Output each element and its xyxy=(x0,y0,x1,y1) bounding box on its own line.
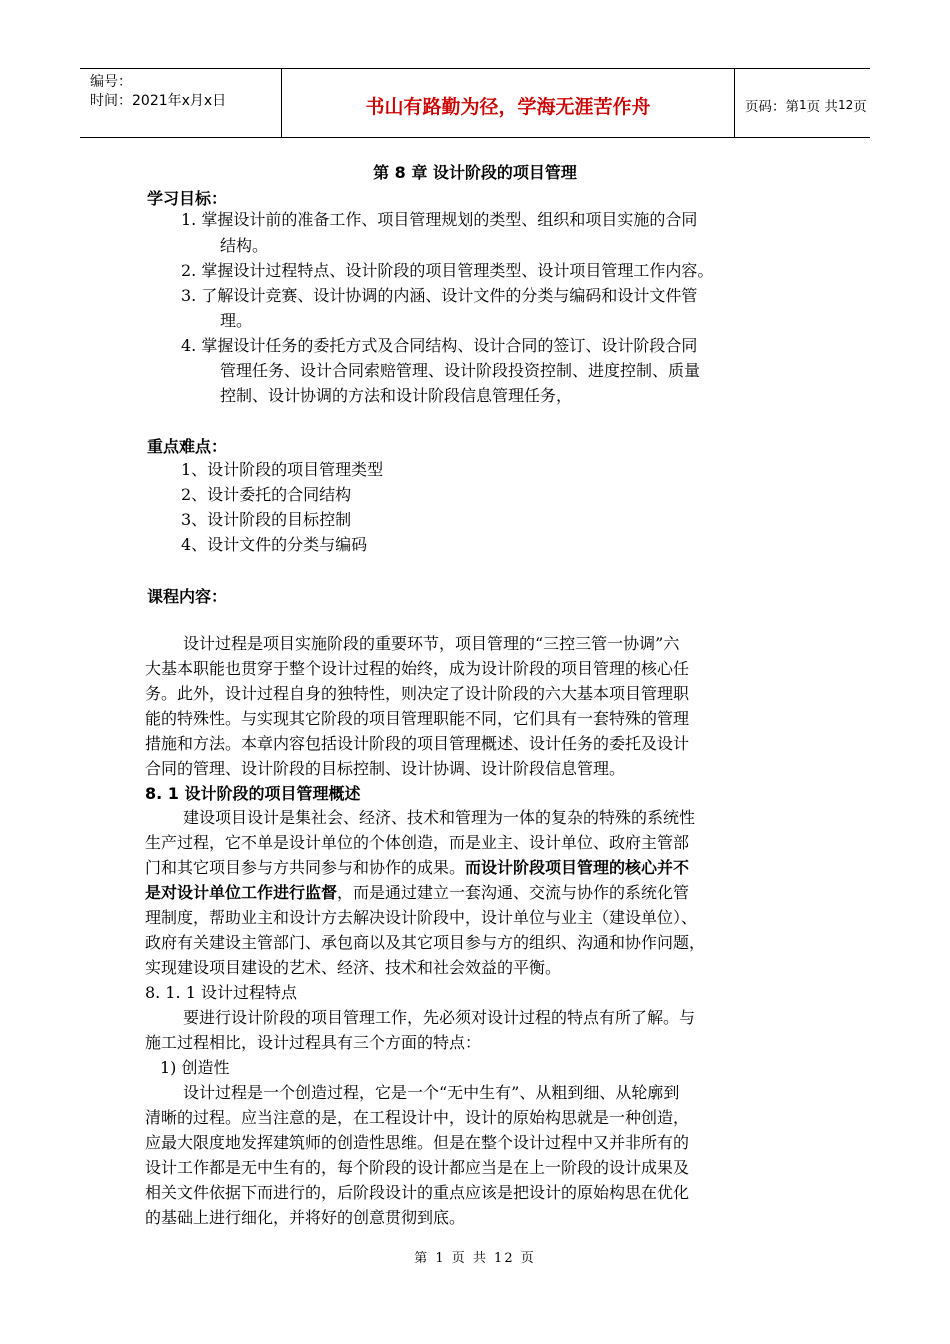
feature-item-1: 1) 创造性 xyxy=(160,1058,230,1077)
page-footer: 第 1 页 共 12 页 xyxy=(414,1251,536,1266)
page-header xyxy=(80,68,870,138)
overview-line-4-normal: ，而是通过建立一套沟通、交流与协作的系统化管 xyxy=(337,883,690,902)
key-point-2: 2、设计委托的合同结构 xyxy=(181,485,352,504)
page-total: 12 xyxy=(837,98,854,112)
overview-line-6: 政府有关建设主管部门、承包商以及其它项目参与方的组织、沟通和协作问题， xyxy=(145,933,706,952)
section-8-1-heading: 8. 1 设计阶段的项目管理概述 xyxy=(145,784,361,803)
overview-line-1: 建设项目设计是集社会、经济、技术和管理为一体的复杂的特殊的系统性 xyxy=(183,808,696,827)
document-title: 第 8 章 设计阶段的项目管理 xyxy=(373,163,577,182)
overview-line-3-normal: 门和其它项目参与方共同参与和协作的成果。 xyxy=(145,858,466,877)
features-line-2: 施工过程相比，设计过程具有三个方面的特点： xyxy=(145,1033,482,1052)
intro-line-1: 设计过程是项目实施阶段的重要环节，项目管理的“三控三管一协调”六 xyxy=(183,634,680,653)
overview-line-2: 生产过程，它不单是设计单位的个体创造，而是业主、设计单位、政府主管部 xyxy=(145,833,690,852)
motto: 书山有路勤为径，学海无涯苦作舟 xyxy=(282,69,735,137)
key-points-heading: 重点难点： xyxy=(147,437,228,456)
overview-line-5: 理制度，帮助业主和设计方去解决设计阶段中，设计单位与业主（建设单位）、 xyxy=(145,908,698,927)
key-point-3: 3、设计阶段的目标控制 xyxy=(181,510,352,529)
objective-3: 3. 了解设计竞赛、设计协调的内涵、设计文件的分类与编码和设计文件管 xyxy=(181,286,698,305)
objective-1: 1. 掌握设计前的准备工作、项目管理规划的类型、组织和项目实施的合同 xyxy=(181,210,698,229)
creativity-line-2: 清晰的过程。应当注意的是，在工程设计中，设计的原始构思就是一种创造， xyxy=(145,1108,690,1127)
course-heading: 课程内容： xyxy=(147,587,228,606)
objective-4-cont-1: 管理任务、设计合同索赔管理、设计阶段投资控制、进度控制、质量 xyxy=(220,361,701,380)
features-line-1: 要进行设计阶段的项目管理工作，先必须对设计过程的特点有所了解。与 xyxy=(183,1008,696,1027)
key-point-1: 1、设计阶段的项目管理类型 xyxy=(181,460,384,479)
intro-line-3: 务。此外，设计过程自身的独特性，则决定了设计阶段的六大基本项目管理职 xyxy=(145,684,690,703)
overview-line-7: 实现建设项目建设的艺术、经济、技术和社会效益的平衡。 xyxy=(145,958,562,977)
overview-line-4-bold: 是对设计单位工作进行监督 xyxy=(145,883,338,902)
page-mid: 页 共 xyxy=(806,99,838,115)
intro-line-2: 大基本职能也贯穿于整个设计过程的始终，成为设计阶段的项目管理的核心任 xyxy=(145,659,690,678)
objective-4-cont-2: 控制、设计协调的方法和设计阶段信息管理任务， xyxy=(220,386,573,405)
objective-3-cont: 理。 xyxy=(220,311,253,330)
overview-line-3 xyxy=(145,856,689,880)
intro-line-4: 能的特殊性。与实现其它阶段的项目管理职能不同，它们具有一套特殊的管理 xyxy=(145,709,690,728)
creativity-line-4: 设计工作都是无中生有的，每个阶段的设计都应当是在上一阶段的设计成果及 xyxy=(145,1158,690,1177)
overview-line-4 xyxy=(145,881,689,905)
page-num: 1 xyxy=(799,98,807,112)
overview-line-3-bold: 而设计阶段项目管理的核心并不 xyxy=(465,858,690,877)
key-point-4: 4、设计文件的分类与编码 xyxy=(181,535,368,554)
intro-line-5: 措施和方法。本章内容包括设计阶段的项目管理概述、设计任务的委托及设计 xyxy=(145,734,690,753)
page-indicator xyxy=(735,69,870,137)
intro-line-6: 合同的管理、设计阶段的目标控制、设计协调、设计阶段信息管理。 xyxy=(145,759,626,778)
creativity-line-6: 的基础上进行细化，并将好的创意贯彻到底。 xyxy=(145,1208,466,1227)
creativity-line-3: 应最大限度地发挥建筑师的创造性思维。但是在整个设计过程中又并非所有的 xyxy=(145,1133,690,1152)
objective-4: 4. 掌握设计任务的委托方式及合同结构、设计合同的签订、设计阶段合同 xyxy=(181,336,698,355)
section-8-1-1-heading: 8. 1. 1 设计过程特点 xyxy=(145,983,297,1002)
objective-1-cont: 结构。 xyxy=(220,236,269,255)
creativity-line-5: 相关文件依据下而进行的，后阶段设计的重点应该是把设计的原始构思在优化 xyxy=(145,1183,690,1202)
number-label: 编号： xyxy=(90,74,132,90)
creativity-line-1: 设计过程是一个创造过程，它是一个“无中生有”、从粗到细、从轮廓到 xyxy=(183,1083,680,1102)
objectives-heading: 学习目标： xyxy=(147,189,228,208)
date-line: 时间：2021年x月x日 xyxy=(90,93,227,109)
header-left-cell xyxy=(80,69,282,137)
objective-2: 2. 掌握设计过程特点、设计阶段的项目管理类型、设计项目管理工作内容。 xyxy=(181,261,714,280)
page-suffix: 页 xyxy=(853,99,867,115)
page-prefix: 页码：第 xyxy=(745,99,799,115)
